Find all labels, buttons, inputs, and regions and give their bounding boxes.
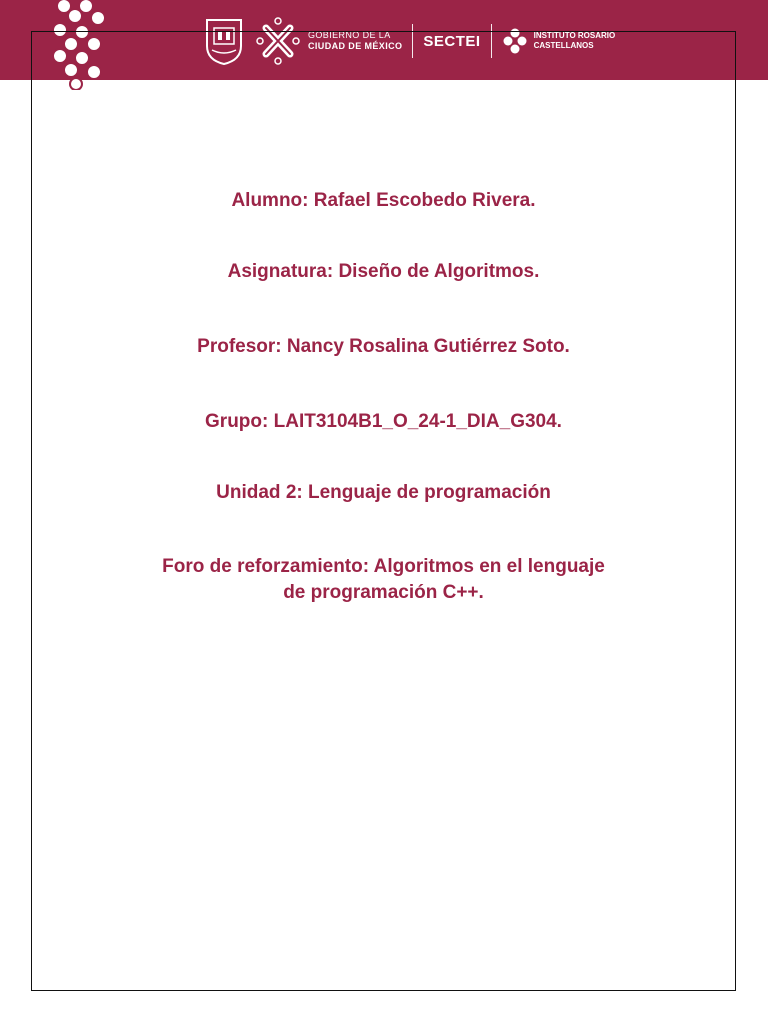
forum-title-line-1: Foro de reforzamiento: Algoritmos en el lenguaje — [162, 556, 605, 577]
gov-line-1: GOBIERNO DE LA — [308, 30, 391, 40]
irc-line-1: INSTITUTO ROSARIO — [533, 31, 616, 40]
page-border — [31, 31, 736, 991]
forum-title-line-2: de programación C++. — [283, 582, 484, 603]
gov-line-2: CIUDAD DE MÉXICO — [308, 41, 403, 51]
irc-line-2: CASTELLANOS — [533, 41, 594, 50]
teacher-name: Profesor: Nancy Rosalina Gutiérrez Soto. — [197, 336, 570, 357]
group-code: Grupo: LAIT3104B1_O_24-1_DIA_G304. — [205, 411, 562, 432]
subject-name: Asignatura: Diseño de Algoritmos. — [227, 261, 540, 282]
student-name: Alumno: Rafael Escobedo Rivera. — [231, 190, 536, 211]
sectei-label: SECTEI — [423, 32, 481, 50]
unit-title: Unidad 2: Lenguaje de programación — [216, 482, 551, 503]
